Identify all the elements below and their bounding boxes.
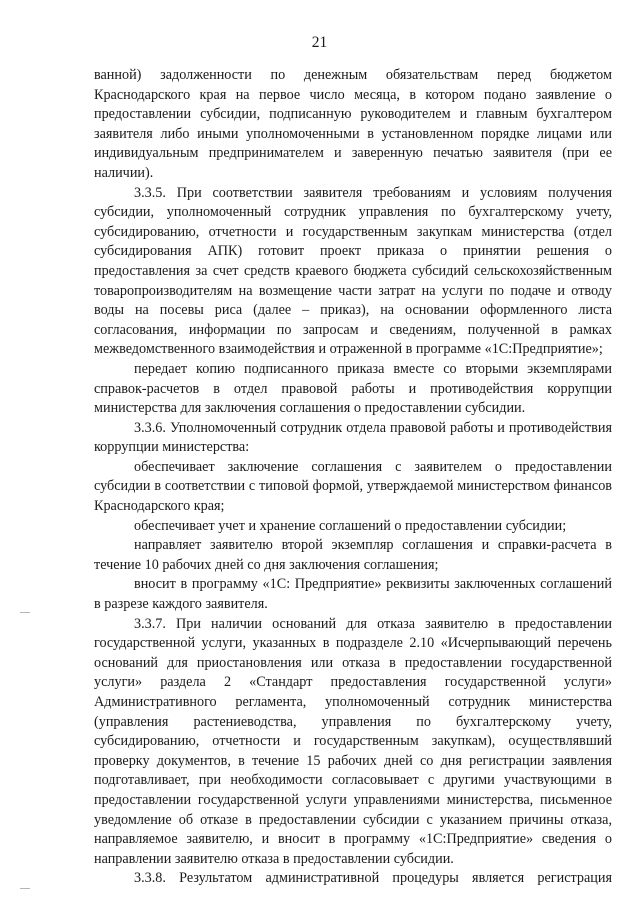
- paragraph-continuation: ванной) задолженности по денежным обязательствам перед бюджетом Краснодарского края на первое число месяца, в котором подано заявление о предоставлении субсидии, подписанную руководителем и главным бухгалтером заявителя либо иными уполномоченными в установленном порядке лицами или индивидуальным предпринимателем и заверенную печатью заявителя (при ее наличии).: [94, 67, 612, 181]
- paragraph-send-copy: направляет заявителю второй экземпляр соглашения и справки-расчета в течение 10 рабочих дней со дня заключения соглашения;: [94, 537, 612, 573]
- paragraph-ensure-storage: обеспечивает учет и хранение соглашений о предоставлении субсидии;: [134, 517, 567, 534]
- paragraph-ensure-agreement: обеспечивает заключение соглашения с заявителем о предоставлении субсидии в соответствии с типовой формой, утверждаемой министерством финансов Краснодарского края;: [94, 458, 612, 515]
- paragraph-3-3-5: 3.3.5. При соответствии заявителя требованиям и условиям получения субсидии, уполномоченный сотрудник управления по бухгалтерскому учету, субсидированию, отчетности и государственным закупкам министерства (отдел субсидирования АПК) готовит проект приказа о принятии решения о предоставления за счет средств краевого бюджета субсидий сельскохозяйственным товаропроизводителям на возмещение части затрат на услуги по подаче и отводу воды на посевы риса (далее – приказ), на основании оформленного листа согласования, информации по запросам и сведениям, полученной в рамках межведомственного взаимодействия и отраженной в программе «1С:Предприятие»;: [94, 184, 612, 358]
- paragraph-enter-details: вносит в программу «1С: Предприятие» реквизиты заключенных соглашений в разрезе каждого заявителя.: [94, 576, 612, 613]
- paragraph-3-3-8: 3.3.8. Результатом административной процедуры является регистрация: [134, 870, 612, 887]
- paragraph-3-3-6: 3.3.6. Уполномоченный сотрудник отдела правовой работы и противодействия коррупции министерства:: [94, 419, 612, 456]
- page-number: 21: [311, 34, 328, 51]
- paragraph-3-3-7: 3.3.7. При наличии оснований для отказа заявителю в предоставлении государственной услуги, указанных в подразделе 2.10 «Исчерпывающий перечень оснований для приостановления или отказа в предоставлении государственной услуги» раздела 2 «Стандарт предоставления государственной услуги» Административного регламента, уполномоченный сотрудник министерства (управления растениеводства, управления по бухгалтерскому учету, субсидированию, отчетности и государственным закупкам), осуществлявший проверку документов, в течение 15 рабочих дней со дня регистрации заявления подготавливает, при необходимости согласовывает с другими участвующими в предоставлении государственной услуги управлениями министерства, письменное уведомление об отказе в предоставлении субсидии с указанием причины отказа, направляемое заявителю, и вносит в программу «1С:Предприятие» сведения о направлении заявителю отказа в предоставлении субсидии.: [94, 615, 612, 867]
- document-body: [94, 66, 612, 889]
- scan-margin-mark: [20, 888, 30, 889]
- scan-margin-mark: [20, 612, 30, 613]
- paragraph-transfer-copy: передает копию подписанного приказа вместе со вторыми экземплярами справок-расчетов в отдел правовой работы и противодействия коррупции министерства для заключения соглашения о предоставлении субсидии.: [94, 360, 612, 417]
